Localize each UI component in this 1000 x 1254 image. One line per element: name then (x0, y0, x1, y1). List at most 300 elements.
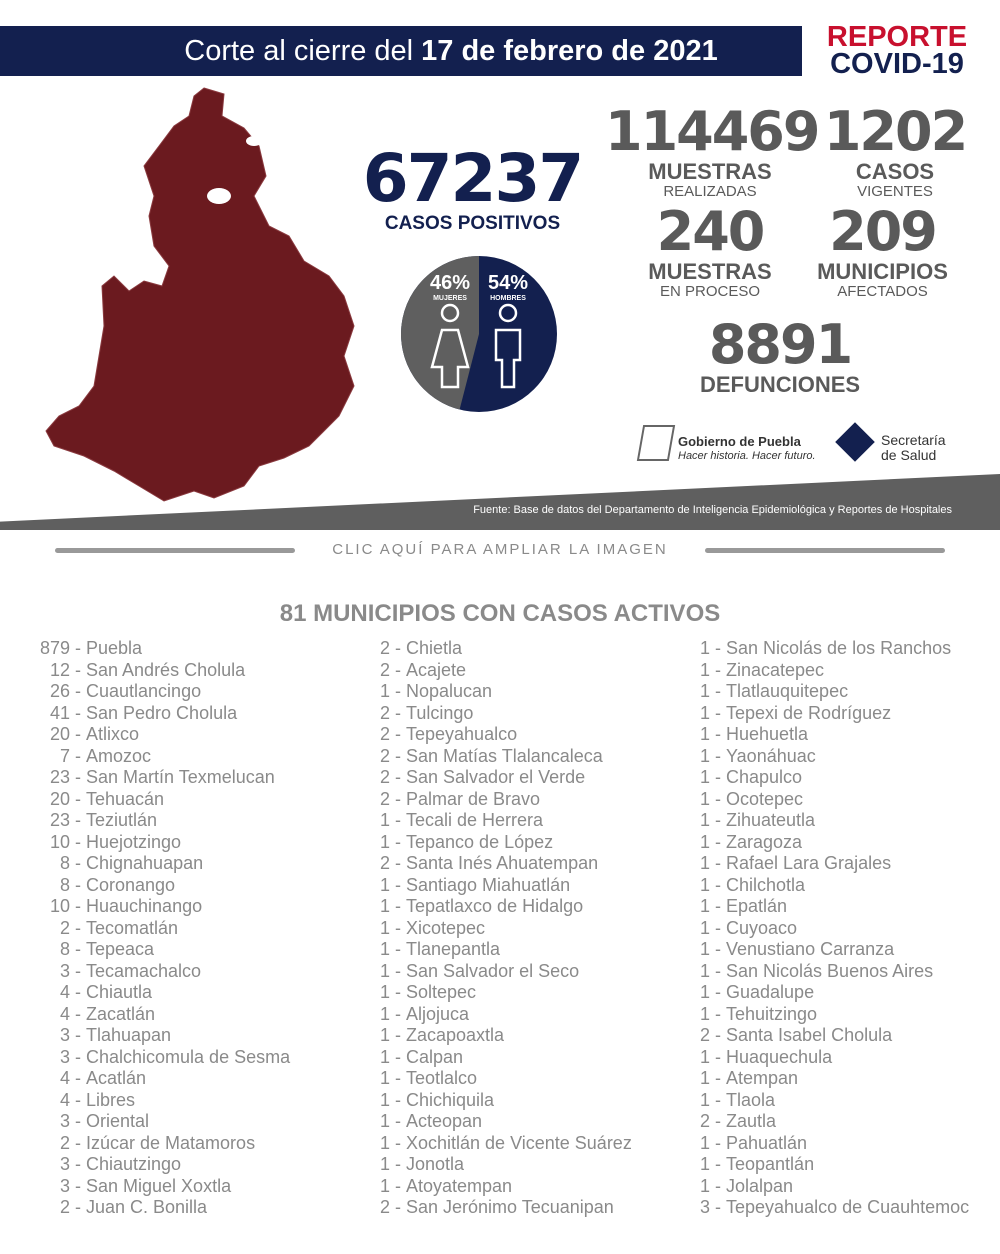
dash: - (70, 1197, 86, 1217)
case-count: 1 (379, 917, 390, 938)
dash: - (710, 831, 726, 852)
municipio-name: Chiautla (86, 982, 153, 1002)
municipio-row (690, 810, 969, 832)
dash: - (390, 1068, 406, 1088)
dash: - (710, 659, 726, 680)
municipio-row (40, 1197, 290, 1219)
case-count: 8 (59, 853, 70, 873)
municipio-row (690, 746, 969, 768)
dash: - (710, 853, 726, 873)
case-count: 2 (379, 1197, 390, 1217)
dash: - (710, 745, 726, 766)
dash: - (70, 896, 86, 916)
dash: - (390, 788, 406, 809)
municipio-row (690, 1004, 969, 1026)
dash: - (70, 810, 86, 830)
case-count: 1 (699, 1003, 710, 1024)
date: 17 de febrero de 2021 (421, 34, 718, 67)
case-count: 1 (699, 896, 710, 916)
municipio-row (40, 724, 290, 746)
municipio-name: Tecamachalco (86, 960, 202, 981)
salud-line2: de Salud (881, 447, 937, 463)
municipio-row (370, 896, 632, 918)
case-count: 1 (379, 982, 390, 1002)
case-count: 1 (699, 1068, 710, 1088)
municipio-name: Tehuacán (86, 788, 165, 809)
municipio-name: Teopantlán (726, 1154, 815, 1174)
municipio-name: Chapulco (726, 767, 803, 787)
case-count: 1 (699, 681, 710, 701)
dash: - (70, 874, 86, 895)
municipio-row (370, 939, 632, 961)
case-count: 8 (59, 874, 70, 895)
case-count: 2 (379, 853, 390, 873)
puebla-map[interactable] (44, 86, 384, 506)
dash: - (710, 917, 726, 938)
dash: - (390, 702, 406, 723)
municipio-row (40, 1154, 290, 1176)
municipio-name: Huaquechula (726, 1046, 833, 1067)
case-count: 10 (49, 896, 70, 916)
case-count: 2 (59, 1132, 70, 1153)
case-count: 1 (379, 1154, 390, 1174)
dash: - (70, 960, 86, 981)
case-count: 1 (379, 939, 390, 959)
case-count: 1 (379, 1089, 390, 1110)
municipio-row (690, 1133, 969, 1155)
case-count: 3 (699, 1197, 710, 1217)
case-count: 3 (59, 960, 70, 981)
municipio-name: Zacapoaxtla (406, 1025, 505, 1045)
case-count: 3 (59, 1111, 70, 1131)
dash: - (710, 1046, 726, 1067)
case-count: 1 (699, 831, 710, 852)
case-count: 1 (699, 853, 710, 873)
dash: - (710, 874, 726, 895)
dash: - (390, 1197, 406, 1217)
municipio-name: Palmar de Bravo (406, 788, 541, 809)
case-count: 879 (40, 638, 71, 658)
dash: - (390, 853, 406, 873)
municipio-name: Libres (86, 1089, 136, 1110)
municipio-row (40, 832, 290, 854)
dash: - (70, 1046, 86, 1067)
case-count: 4 (59, 1068, 70, 1088)
dash: - (390, 1089, 406, 1110)
municipio-name: Santiago Miahuatlán (406, 874, 571, 895)
case-count: 1 (379, 960, 390, 981)
case-count: 4 (59, 982, 70, 1002)
municipio-row (690, 1025, 969, 1047)
enlarge-image-link[interactable]: CLIC AQUÍ PARA AMPLIAR LA IMAGEN (332, 541, 668, 558)
municipio-name: Tehuitzingo (726, 1003, 818, 1024)
municipio-row (370, 961, 632, 983)
muestras-proceso-label: MUESTRAS (648, 259, 772, 284)
municipio-name: Tecali de Herrera (406, 810, 544, 830)
municipio-name: Tepexi de Rodríguez (726, 702, 892, 723)
dash: - (390, 939, 406, 959)
municipio-name: Zihuateutla (726, 810, 816, 830)
case-count: 1 (379, 896, 390, 916)
municipio-name: Oriental (86, 1111, 150, 1131)
dash: - (390, 1154, 406, 1174)
municipio-name: Tecomatlán (86, 917, 179, 938)
municipio-column (690, 638, 969, 1219)
dash: - (70, 1025, 86, 1045)
case-count: 1 (699, 939, 710, 959)
dash: - (70, 982, 86, 1002)
case-count: 1 (699, 960, 710, 981)
municipio-name: San Martín Texmelucan (86, 767, 275, 787)
dash: - (390, 745, 406, 766)
positivos-label: CASOS POSITIVOS (384, 213, 561, 234)
municipio-name: Guadalupe (726, 982, 815, 1002)
case-count: 1 (699, 767, 710, 787)
municipio-row (40, 1047, 290, 1069)
dash: - (70, 681, 86, 701)
municipio-row (690, 638, 969, 660)
case-count: 3 (59, 1154, 70, 1174)
defunciones-label: DEFUNCIONES (699, 372, 861, 397)
muestras-realizadas-value: 114469 (605, 100, 819, 163)
dash: - (710, 1003, 726, 1024)
men-pct: 54% (487, 272, 529, 294)
casos-vigentes-label: CASOS (855, 159, 935, 184)
municipio-row (690, 703, 969, 725)
municipio-name: Tepeyahualco (406, 724, 518, 744)
municipio-name: Tepatlaxco de Hidalgo (406, 896, 584, 916)
case-count: 23 (49, 810, 70, 830)
gob-slogan: Hacer historia. Hacer futuro. (678, 450, 816, 462)
secretaria-salud-logo-icon (835, 422, 875, 462)
municipio-name: Santa Inés Ahuatempan (406, 853, 599, 873)
dash: - (390, 1175, 406, 1196)
case-count: 1 (699, 1154, 710, 1174)
dash: - (390, 1003, 406, 1024)
dash: - (390, 896, 406, 916)
case-count: 23 (49, 767, 70, 787)
municipio-name: Ocotepec (726, 788, 804, 809)
case-count: 3 (59, 1175, 70, 1196)
municipio-row (370, 703, 632, 725)
municipio-name: Xochitlán de Vicente Suárez (406, 1132, 632, 1153)
date-prefix: Corte al cierre del (184, 34, 414, 67)
municipio-row (690, 918, 969, 940)
dash: - (70, 831, 86, 852)
municipio-row (370, 681, 632, 703)
dash: - (70, 702, 86, 723)
municipio-name: Tepanco de López (406, 831, 554, 852)
municipio-row (690, 1047, 969, 1069)
municipio-row (40, 918, 290, 940)
dash: - (70, 745, 86, 766)
case-count: 1 (699, 1089, 710, 1110)
municipio-row (40, 1004, 290, 1026)
municipio-name: Chichiquila (406, 1089, 495, 1110)
dash: - (70, 659, 86, 680)
municipio-name: Nopalucan (406, 681, 493, 701)
municipio-name: San Matías Tlalancaleca (406, 745, 603, 766)
dash: - (710, 1175, 726, 1196)
dash: - (710, 788, 726, 809)
case-count: 1 (699, 1175, 710, 1196)
case-count: 1 (699, 788, 710, 809)
dash: - (70, 1003, 86, 1024)
municipio-name: Chilchotla (726, 874, 806, 895)
municipio-name: Zinacatepec (726, 659, 825, 680)
dash: - (70, 853, 86, 873)
municipio-name: Zacatlán (86, 1003, 156, 1024)
positivos-value: 67237 (362, 140, 583, 217)
men-label: HOMBRES (490, 295, 526, 302)
dash: - (70, 939, 86, 959)
municipio-row (40, 1133, 290, 1155)
municipio-row (370, 746, 632, 768)
municipio-name: Epatlán (726, 896, 788, 916)
dash: - (70, 917, 86, 938)
municipio-row (370, 918, 632, 940)
municipio-row (690, 939, 969, 961)
municipio-row (370, 638, 632, 660)
women-pct: 46% (429, 272, 471, 294)
municipio-name: San Jerónimo Tecuanipan (406, 1197, 614, 1217)
gob-name: Gobierno de Puebla (678, 434, 801, 449)
dash: - (390, 638, 406, 658)
municipio-row (370, 982, 632, 1004)
municipio-name: Huejotzingo (86, 831, 182, 852)
case-count: 3 (59, 1046, 70, 1067)
dash: - (390, 1132, 406, 1153)
case-count: 2 (59, 917, 70, 938)
municipios-label: MUNICIPIOS (817, 259, 948, 284)
case-count: 1 (699, 810, 710, 830)
municipio-row (40, 810, 290, 832)
case-count: 2 (379, 638, 390, 658)
municipio-name: Zaragoza (726, 831, 803, 852)
dash: - (710, 1132, 726, 1153)
case-count: 2 (59, 1197, 70, 1217)
dash: - (710, 1197, 726, 1217)
municipio-name: Tlatlauquitepec (726, 681, 849, 701)
municipio-name: Coronango (86, 874, 176, 895)
municipio-row (690, 1068, 969, 1090)
case-count: 2 (379, 745, 390, 766)
municipio-row (40, 681, 290, 703)
dash: - (710, 724, 726, 744)
municipio-name: Izúcar de Matamoros (86, 1132, 256, 1153)
case-count: 10 (49, 831, 70, 852)
case-count: 1 (379, 810, 390, 830)
municipio-name: Venustiano Carranza (726, 939, 895, 959)
municipio-name: Juan C. Bonilla (86, 1197, 208, 1217)
municipio-name: Cuyoaco (726, 917, 798, 938)
municipio-name: San Nicolás de los Ranchos (726, 638, 952, 658)
case-count: 2 (379, 702, 390, 723)
municipio-row (40, 875, 290, 897)
dash: - (390, 1025, 406, 1045)
case-count: 1 (379, 1003, 390, 1024)
municipio-row (40, 746, 290, 768)
municipio-row (40, 767, 290, 789)
municipio-name: Chietla (406, 638, 463, 658)
divider-right (705, 548, 945, 553)
municipio-name: Acajete (406, 659, 467, 680)
municipio-name: Tlanepantla (406, 939, 501, 959)
municipio-name: Jonotla (406, 1154, 465, 1174)
case-count: 1 (699, 874, 710, 895)
municipio-name: Atoyatempan (406, 1175, 513, 1196)
municipio-row (690, 724, 969, 746)
municipio-row (370, 1111, 632, 1133)
dash: - (710, 1025, 726, 1045)
case-count: 1 (699, 659, 710, 680)
women-label: MUJERES (433, 295, 467, 302)
municipio-row (370, 660, 632, 682)
municipio-row (40, 982, 290, 1004)
case-count: 1 (379, 1132, 390, 1153)
municipio-name: Jolalpan (726, 1175, 794, 1196)
municipio-row (370, 853, 632, 875)
case-count: 1 (379, 1068, 390, 1088)
dash: - (70, 724, 86, 744)
municipio-name: Huehuetla (726, 724, 809, 744)
municipio-name: Atlixco (86, 724, 140, 744)
dash: - (710, 638, 726, 658)
dash: - (390, 659, 406, 680)
municipio-row (40, 939, 290, 961)
muestras-realizadas-label: MUESTRAS (648, 159, 772, 184)
municipio-row (370, 1004, 632, 1026)
dash: - (710, 982, 726, 1002)
municipio-name: Tlaola (726, 1089, 776, 1110)
municipio-name: San Nicolás Buenos Aires (726, 960, 934, 981)
case-count: 8 (59, 939, 70, 959)
dash: - (710, 702, 726, 723)
municipio-row (370, 1197, 632, 1219)
muestras-realizadas-sub: REALIZADAS (663, 183, 757, 200)
gobierno-puebla-logo-icon (637, 425, 675, 461)
case-count: 1 (379, 1111, 390, 1131)
municipio-row (370, 810, 632, 832)
municipio-row (370, 767, 632, 789)
muestras-proceso-sub: EN PROCESO (659, 283, 761, 300)
municipio-name: San Salvador el Verde (406, 767, 586, 787)
municipio-row (40, 1068, 290, 1090)
municipio-name: Rafael Lara Grajales (726, 853, 892, 873)
case-count: 12 (49, 659, 70, 680)
municipio-name: San Andrés Cholula (86, 659, 246, 680)
municipio-row (40, 703, 290, 725)
municipio-row (370, 875, 632, 897)
case-count: 3 (59, 1025, 70, 1045)
municipio-name: Tulcingo (406, 702, 474, 723)
dash: - (710, 767, 726, 787)
municipio-row (40, 853, 290, 875)
case-count: 26 (49, 681, 70, 701)
municipio-name: Huauchinango (86, 896, 203, 916)
case-count: 1 (699, 1046, 710, 1067)
municipio-row (370, 1047, 632, 1069)
municipio-row (690, 789, 969, 811)
case-count: 2 (379, 788, 390, 809)
municipio-row (370, 1090, 632, 1112)
case-count: 1 (379, 1025, 390, 1045)
case-count: 1 (699, 638, 710, 658)
municipio-name: Aljojuca (406, 1003, 470, 1024)
municipio-row (690, 1090, 969, 1112)
dash: - (710, 896, 726, 916)
dash: - (390, 917, 406, 938)
municipio-row (690, 896, 969, 918)
municipio-name: Acteopan (406, 1111, 483, 1131)
municipio-name: Calpan (406, 1046, 464, 1067)
municipios-sub: AFECTADOS (837, 283, 928, 300)
case-count: 1 (699, 917, 710, 938)
municipio-row (40, 1025, 290, 1047)
municipio-row (40, 1111, 290, 1133)
dash: - (710, 1089, 726, 1110)
dash: - (710, 1111, 726, 1131)
municipio-name: Cuautlancingo (86, 681, 202, 701)
municipio-row (40, 896, 290, 918)
list-title: 81 MUNICIPIOS CON CASOS ACTIVOS (279, 600, 721, 627)
muestras-proceso-value: 240 (656, 200, 764, 263)
dash: - (70, 1111, 86, 1131)
dash: - (390, 724, 406, 744)
municipio-name: Amozoc (86, 745, 152, 766)
case-count: 1 (699, 745, 710, 766)
municipio-name: Tlahuapan (86, 1025, 172, 1045)
dash: - (710, 939, 726, 959)
municipio-column (370, 638, 632, 1219)
municipio-row (370, 1176, 632, 1198)
dash: - (390, 810, 406, 830)
municipio-row (690, 853, 969, 875)
municipio-name: San Miguel Xoxtla (86, 1175, 232, 1196)
dash: - (70, 1068, 86, 1088)
case-count: 1 (699, 702, 710, 723)
case-count: 7 (59, 745, 70, 766)
casos-vigentes-sub: VIGENTES (857, 183, 933, 200)
municipio-row (690, 1176, 969, 1198)
municipio-row (690, 1111, 969, 1133)
map-hole (246, 136, 262, 146)
municipio-row (40, 789, 290, 811)
case-count: 4 (59, 1089, 70, 1110)
municipio-name: Chalchicomula de Sesma (86, 1046, 291, 1067)
municipio-row (40, 638, 290, 660)
municipio-name: Zautla (726, 1111, 777, 1131)
defunciones-value: 8891 (708, 313, 852, 376)
case-count: 2 (699, 1111, 710, 1131)
report-logo (822, 21, 972, 80)
municipio-name: Puebla (86, 638, 143, 658)
municipio-row (40, 660, 290, 682)
municipio-row (370, 1154, 632, 1176)
case-count: 20 (49, 724, 70, 744)
dash: - (70, 1154, 86, 1174)
case-count: 2 (379, 724, 390, 744)
dash: - (70, 1132, 86, 1153)
dash: - (390, 831, 406, 852)
salud-line1: Secretaría (881, 432, 946, 448)
municipio-row (370, 832, 632, 854)
municipio-row (690, 832, 969, 854)
map-hole (207, 188, 231, 204)
municipio-row (690, 875, 969, 897)
dash: - (390, 767, 406, 787)
municipio-name: San Salvador el Seco (406, 960, 580, 981)
